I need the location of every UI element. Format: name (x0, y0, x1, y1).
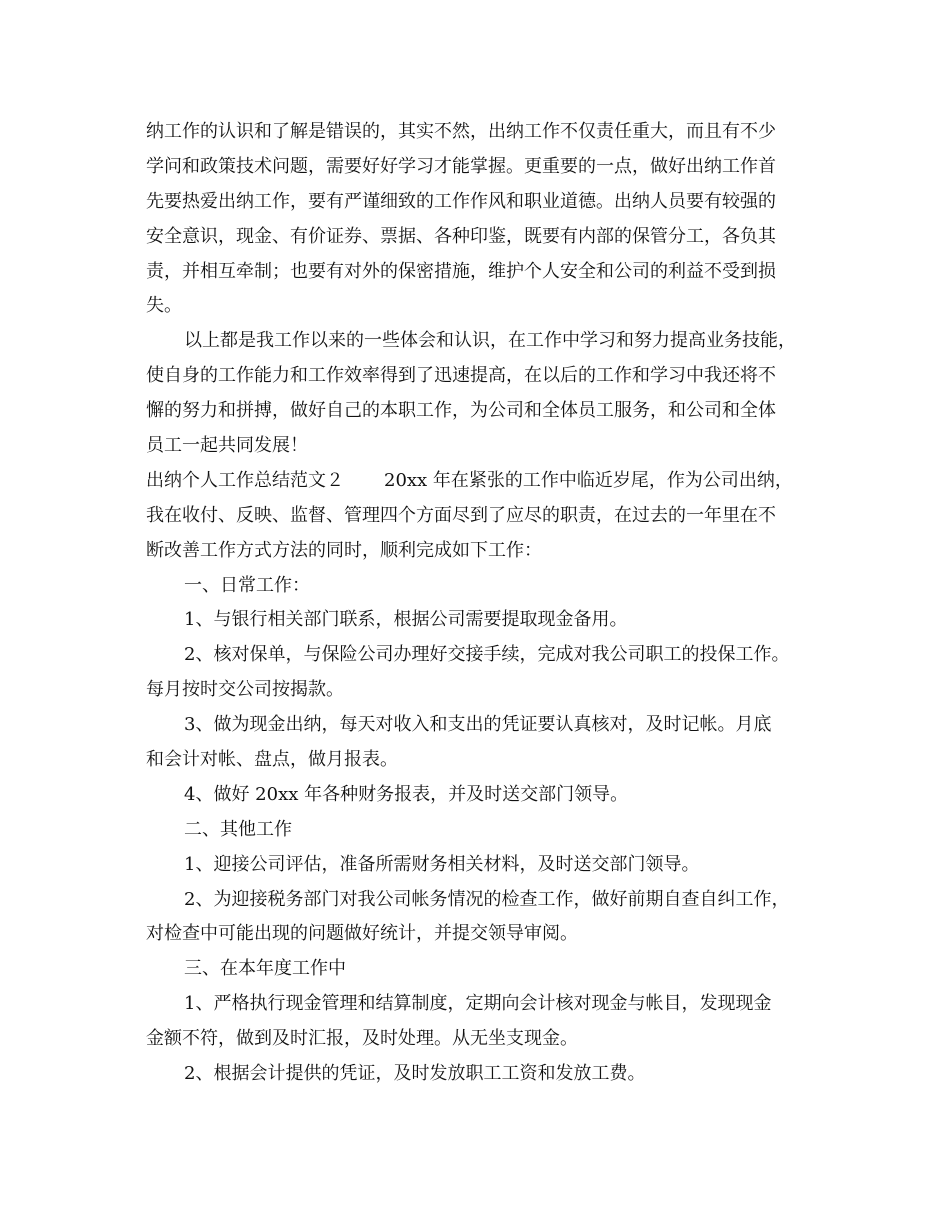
paragraph-line: 我在收付、反映、监督、管理四个方面尽到了应尽的职责，在过去的一年里在不 (146, 504, 776, 526)
paragraph-line: 学问和政策技术问题，需要好好学习才能掌握。更重要的一点，做好出纳工作首 (146, 155, 776, 177)
list-item-continuation: 金额不符，做到及时汇报，及时处理。从无坐支现金。 (146, 1028, 578, 1050)
list-item: 2、核对保单，与保险公司办理好交接手续，完成对我公司职工的投保工作。 (184, 644, 790, 666)
paragraph-line: 失。 (146, 295, 182, 317)
list-item: 2、根据会计提供的凭证，及时发放职工工资和发放工费。 (184, 1063, 646, 1085)
list-item-continuation: 对检查中可能出现的问题做好统计，并提交领导审阅。 (146, 923, 578, 945)
list-item: 1、迎接公司评估，准备所需财务相关材料，及时送交部门领导。 (184, 853, 700, 875)
list-item: 1、与银行相关部门联系，根据公司需要提取现金备用。 (184, 609, 628, 631)
part2-heading: 二、其他工作 (184, 818, 292, 840)
section-title-line (146, 464, 814, 499)
paragraph-line: 先要热爱出纳工作，要有严谨细致的工作作风和职业道德。出纳人员要有较强的 (146, 190, 776, 212)
list-item: 2、为迎接税务部门对我公司帐务情况的检查工作，做好前期自查自纠工作， (184, 888, 790, 910)
section-title: 出纳个人工作总结范文２ (146, 469, 344, 491)
part1-heading: 一、日常工作： (184, 574, 310, 596)
paragraph-line: 断改善工作方式方法的同时，顺利完成如下工作： (146, 539, 542, 561)
paragraph-line: 使自身的工作能力和工作效率得到了迅速提高，在以后的工作和学习中我还将不 (146, 365, 776, 387)
list-item: 4、做好 20xx 年各种财务报表，并及时送交部门领导。 (184, 783, 629, 805)
paragraph-line: 安全意识，现金、有价证券、票据、各种印鉴，既要有内部的保管分工，各负其 (146, 225, 776, 247)
paragraph-line: 责，并相互牵制；也要有对外的保密措施，维护个人安全和公司的利益不受到损 (146, 260, 776, 282)
list-item: 1、严格执行现金管理和结算制度，定期向会计核对现金与帐目，发现现金 (184, 993, 772, 1015)
paragraph-line: 以上都是我工作以来的一些体会和认识，在工作中学习和努力提高业务技能， (184, 330, 796, 352)
section-intro: 20xx 年在紧张的工作中临近岁尾，作为公司出纳， (384, 469, 793, 491)
document-body (146, 115, 814, 1092)
paragraph-line: 员工一起共同发展！ (146, 435, 308, 457)
list-item-continuation: 和会计对帐、盘点，做月报表。 (146, 749, 398, 771)
list-item: 3、做为现金出纳，每天对收入和支出的凭证要认真核对，及时记帐。月底 (184, 714, 772, 736)
paragraph-line: 懈的努力和拼搏，做好自己的本职工作，为公司和全体员工服务，和公司和全体 (146, 400, 776, 422)
part3-heading: 三、在本年度工作中 (184, 958, 346, 980)
list-item-continuation: 每月按时交公司按揭款。 (146, 679, 344, 701)
paragraph-line: 纳工作的认识和了解是错误的，其实不然，出纳工作不仅责任重大，而且有不少 (146, 121, 776, 142)
